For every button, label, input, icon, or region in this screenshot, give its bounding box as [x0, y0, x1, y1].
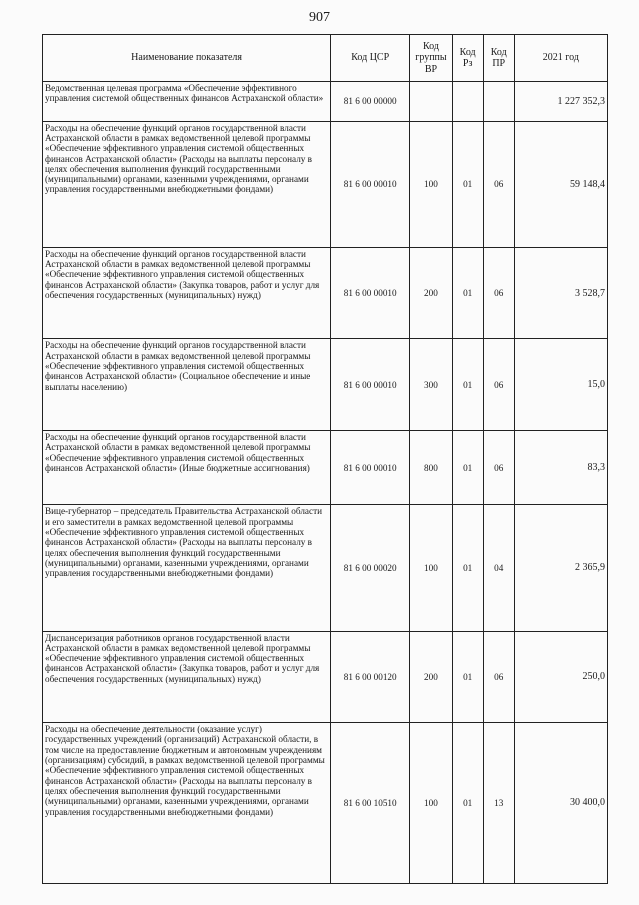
budget-table-container	[42, 34, 608, 884]
row-pr: 06	[483, 631, 514, 723]
table-row	[43, 631, 608, 723]
row-pr: 06	[483, 431, 514, 505]
header-csr: Код ЦСР	[331, 35, 410, 82]
table-row	[43, 247, 608, 339]
row-vr: 100	[410, 121, 452, 247]
row-sum: 2 365,9	[514, 505, 607, 631]
row-rz: 01	[452, 431, 483, 505]
row-pr: 13	[483, 723, 514, 884]
row-pr	[483, 82, 514, 122]
table-row	[43, 723, 608, 884]
row-pr: 06	[483, 121, 514, 247]
header-rz: Код Рз	[452, 35, 483, 82]
row-rz: 01	[452, 723, 483, 884]
row-vr: 200	[410, 631, 452, 723]
row-rz: 01	[452, 247, 483, 339]
row-vr: 200	[410, 247, 452, 339]
row-name: Расходы на обеспечение функций органов государственной власти Астраханской области в рамках ведомственной целевой программы «Обеспечение эффективного управления системой общественных финансов Астраханской области» (Закупка товаров, работ и услуг для обеспечения государственных (муниципальных) нужд)	[43, 247, 331, 339]
row-sum: 59 148,4	[514, 121, 607, 247]
row-rz: 01	[452, 505, 483, 631]
row-rz	[452, 82, 483, 122]
table-header-row	[43, 35, 608, 82]
row-csr: 81 6 00 00010	[331, 431, 410, 505]
row-name: Расходы на обеспечение функций органов государственной власти Астраханской области в рамках ведомственной целевой программы «Обеспечение эффективного управления системой общественных финансов Астраханской области» (Социальное обеспечение и иные выплаты населению)	[43, 339, 331, 431]
row-sum: 15,0	[514, 339, 607, 431]
row-csr: 81 6 00 00010	[331, 121, 410, 247]
row-vr: 800	[410, 431, 452, 505]
table-row	[43, 505, 608, 631]
row-pr: 06	[483, 247, 514, 339]
row-name: Расходы на обеспечение функций органов государственной власти Астраханской области в рамках ведомственной целевой программы «Обеспечение эффективного управления системой общественных финансов Астраханской области» (Расходы на выплаты персоналу в целях обеспечения выполнения функций государственными (муниципальными) органами, казенными учреждениями, органами управления государственными внебюджетными фондами)	[43, 121, 331, 247]
row-csr: 81 6 00 10510	[331, 723, 410, 884]
table-row	[43, 121, 608, 247]
row-sum: 83,3	[514, 431, 607, 505]
budget-table	[42, 34, 608, 884]
row-csr: 81 6 00 00010	[331, 339, 410, 431]
table-row	[43, 431, 608, 505]
row-name: Расходы на обеспечение деятельности (оказание услуг) государственных учреждений (организаций) Астраханской области, в том числе на предоставление бюджетным и автономным учреждениям (организациям) субсидий, в рамках ведомственной целевой программы «Обеспечение эффективного управления системой общественных финансов Астраханской области» (Расходы на выплаты персоналу в целях обеспечения выполнения функций государственными (муниципальными) органами, казенными учреждениями, органами управления государственными внебюджетными фондами)	[43, 723, 331, 884]
header-vr: Код группы ВР	[410, 35, 452, 82]
table-row	[43, 339, 608, 431]
row-vr: 300	[410, 339, 452, 431]
row-name: Вице-губернатор – председатель Правительства Астраханской области и его заместители в рамках ведомственной целевой программы «Обеспечение эффективного управления системой общественных финансов Астраханской области» (Расходы на выплаты персоналу в целях обеспечения выполнения функций государственными (муниципальными) органами, казенными учреждениями, органами управления государственными внебюджетными фондами)	[43, 505, 331, 631]
row-csr: 81 6 00 00000	[331, 82, 410, 122]
row-rz: 01	[452, 631, 483, 723]
row-vr: 100	[410, 723, 452, 884]
row-csr: 81 6 00 00010	[331, 247, 410, 339]
row-vr	[410, 82, 452, 122]
row-sum: 250,0	[514, 631, 607, 723]
row-name: Диспансеризация работников органов государственной власти Астраханской области в рамках ведомственной целевой программы «Обеспечение эффективного управления системой общественных финансов Астраханской области» (Закупка товаров, работ и услуг для обеспечения государственных (муниципальных) нужд)	[43, 631, 331, 723]
row-csr: 81 6 00 00120	[331, 631, 410, 723]
header-sum: 2021 год	[514, 35, 607, 82]
row-sum: 1 227 352,3	[514, 82, 607, 122]
row-pr: 04	[483, 505, 514, 631]
header-pr: Код ПР	[483, 35, 514, 82]
row-vr: 100	[410, 505, 452, 631]
header-name: Наименование показателя	[43, 35, 331, 82]
row-sum: 30 400,0	[514, 723, 607, 884]
row-rz: 01	[452, 339, 483, 431]
row-csr: 81 6 00 00020	[331, 505, 410, 631]
table-row	[43, 82, 608, 122]
row-pr: 06	[483, 339, 514, 431]
row-name: Ведомственная целевая программа «Обеспечение эффективного управления системой общественных финансов Астраханской области»	[43, 82, 331, 122]
row-name: Расходы на обеспечение функций органов государственной власти Астраханской области в рамках ведомственной целевой программы «Обеспечение эффективного управления системой общественных финансов Астраханской области» (Иные бюджетные ассигнования)	[43, 431, 331, 505]
row-sum: 3 528,7	[514, 247, 607, 339]
page-number: 907	[309, 10, 330, 25]
row-rz: 01	[452, 121, 483, 247]
